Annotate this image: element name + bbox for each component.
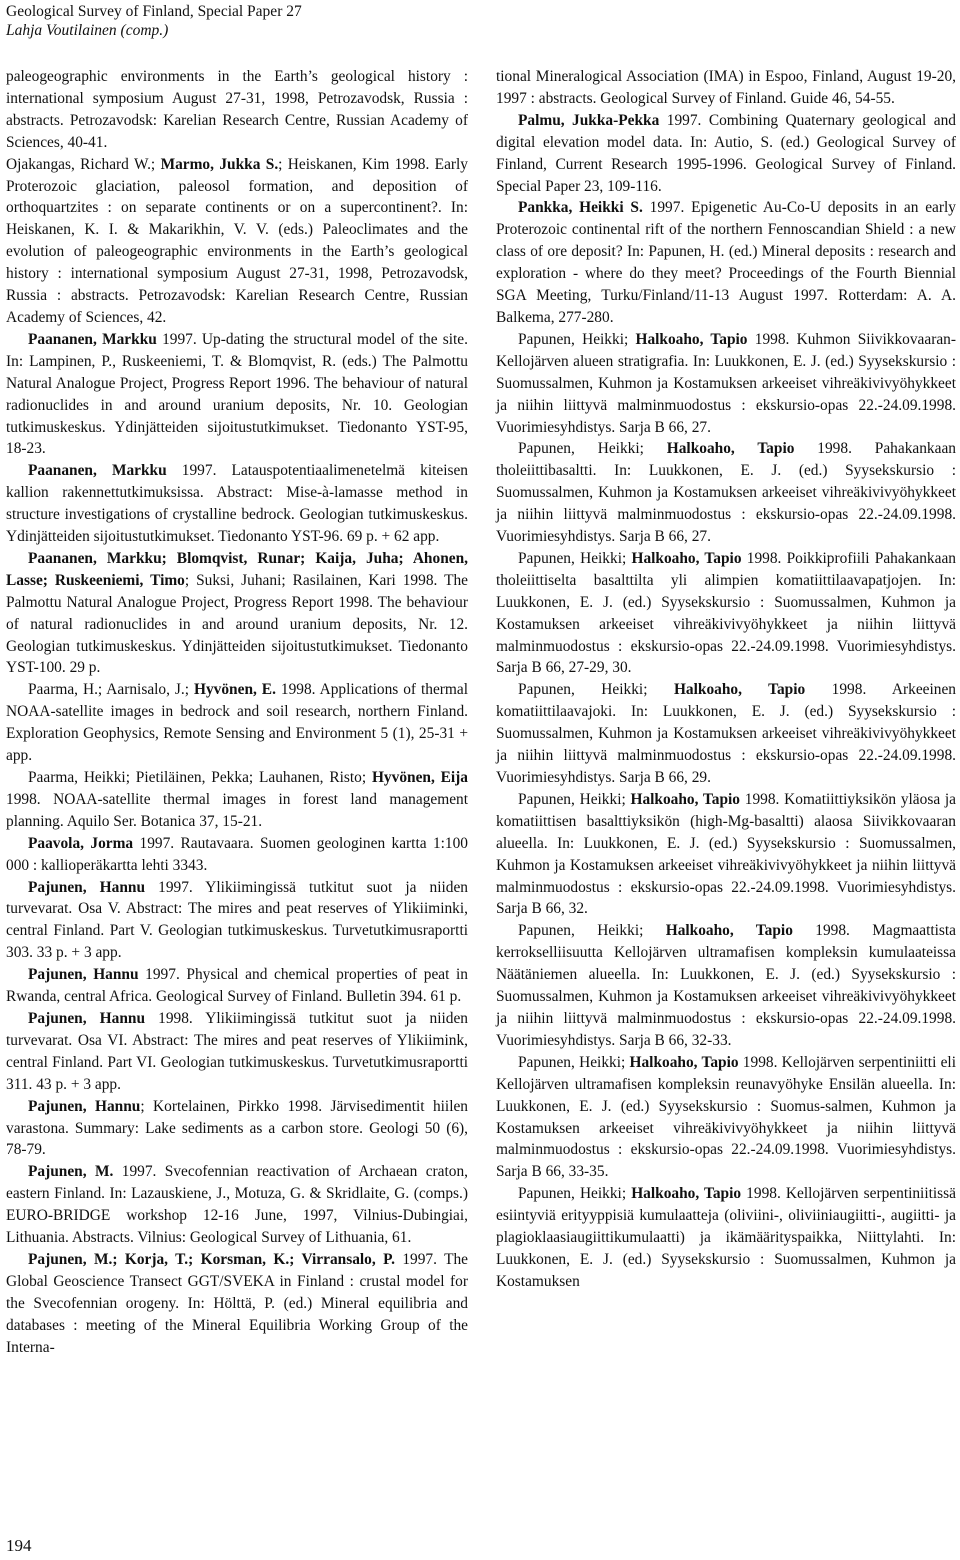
reference-body: 1998. Komatiittiyksikön yläosa ja komatiittisen basalttiyksikön (high-Mg-basaltti) alaosa Siivikkovaaran alueella. In: Luukkonen, E. J. (ed.) Syysekskursio : Suomussalmen, Kuhmon ja Kostamuksen arkeeiset vihreäkivivyöhykkeet ja niihin liittyvä malminmuodostus : ekskursio-opas 22.-24.09.1998. Vuorimiesyhdistys. Sarja B 66, 32. [496,790,956,918]
reference-coauthors: Papunen, Heikki; [518,440,667,458]
reference-body: 1997. Epigenetic Au-Co-U deposits in an early Proterozoic continental rift of the northern Fennoscandian Shield : a new class of ore deposit? In: Papunen, H. (ed.) Mineral deposits : research and exploration - where do they meet? Proceedings of the Fourth Biennial SGA Meeting, Turku/Finland/11-13 August 1997. Rotterdam: A. A. Balkema, 277-280. [496,199,956,326]
reference-author-bold: Halkoaho, Tapio [630,790,741,808]
reference-author-bold: Pajunen, Hannu [28,1009,146,1027]
reference-coauthors: Paarma, H.; Aarnisalo, J.; [28,681,194,699]
reference-entry [496,1183,956,1293]
reference-entry [6,964,468,1008]
reference-body: ; Heiskanen, Kim 1998. Early Proterozoic glaciation, paleosol formation, and deposition of orthoquartzites : on separate continents or on a supercontinent?. In: Heiskanen, K. I. & Makarikhin, V. V. (eds.) Paleoclimates and the evolution of paleogeographic environments in the Earth’s geological history : international symposium August 27-31, 1998, Petrozavodsk, Russia : abstracts. Petrozavodsk: Karelian Research Centre, Russian Academy of Sciences, 42. [6,155,468,326]
reference-body: 1997. Ylikiimingissä tutkitut suot ja niiden turvevarat. Osa V. Abstract: The mires and peat reserves of Ylikiiminki, central Finland. Part V. Geologian tutkimuskeskus. Turvetutkimusraportti 303. 33 p. + 3 app. [6,878,468,962]
reference-coauthors: Papunen, Heikki; [518,922,666,940]
reference-entry [6,1008,468,1096]
reference-body: 1998. Kellojärven serpentiniitti eli Kellojärven ultramafisen kompleksin reunavyöhyke Ensilän alueella. In: Luukkonen, E. J. (ed.) Syysekskursio : Suomus-salmen, Kuhmon ja Kostamuksen arkeeiset vihreäkivivyöhykkeet ja niihin liittyvä malminmuodostus : ekskursio-opas 22.-24.09.1998. Vuorimiesyhdistys. Sarja B 66, 33-35. [496,1053,956,1181]
reference-body: 1998. NOAA-satellite thermal images in forest land management planning. Aquilo Ser. Botanica 37, 15-21. [6,790,468,830]
reference-entry [496,197,956,328]
reference-author-bold: Halkoaho, Tapio [635,330,748,348]
reference-coauthors: Papunen, Heikki; [518,790,631,808]
reference-author-bold: Paananen, Markku; Blomqvist, Runar; Kaija, Juha; Ahonen, Lasse; Ruskeeniemi, Timo [6,549,468,589]
reference-body: 1997. Rautavaara. Suomen geologinen kartta 1:100 000 : kallioperäkartta lehti 3343. [6,834,469,874]
reference-author-bold: Paananen, Markku [28,462,167,480]
reference-author-bold: Halkoaho, Tapio [631,1185,742,1203]
right-column [496,66,956,1293]
reference-author-bold: Pajunen, Hannu [28,1097,141,1115]
reference-entry [496,920,956,1051]
reference-body: 1997. Svecofennian reactivation of Archaean craton, eastern Finland. In: Lazauskiene, J., Motuza, G. & Skridlaite, G. (comps.) EURO-BRIDGE workshop 12-16 June, 1997, Vilnius-Dubingiai, Lithuania. Abstracts. Vilnius: Geological Survey of Lithuania, 61. [6,1163,468,1247]
reference-entry [6,460,468,548]
reference-entry [6,833,468,877]
reference-body: 1998. Arkeeinen komatiittilaavajoki. In: Luukkonen, E. J. (ed.) Syysekskursio : Suomussalmen, Kuhmon ja Kostamuksen arkeeiset vihreäkivivyöhykkeet ja niihin liittyvä malminmuodostus : ekskursio-opas 22.-24.09.1998. Vuorimiesyhdistys. Sarja B 66, 29. [496,681,956,786]
reference-author-bold: Hyvönen, Eija [371,769,468,786]
reference-entry [496,548,956,679]
reference-author-bold: Marmo, Jukka S. [160,155,279,173]
reference-body: ; Suksi, Juhani; Rasilainen, Kari 1998. The Palmottu Natural Analogue Project, Progress Report 1998. The behaviour of natural radionuclides in and around uranium deposits, Nr. 12. Geologian tutkimuskeskus. Ydinjätteiden sijoitustutkimukset. Tiedonanto YST-100. 29 p. [6,571,468,677]
reference-body: 1998. Applications of thermal NOAA-satellite images in bedrock and soil research, northern Finland. Exploration Geophysics, Remote Sensing and Environment 5 (1), 25-31 + app. [6,681,468,765]
reference-author-bold: Halkoaho, Tapio [631,549,742,567]
reference-coauthors: Papunen, Heikki; [518,681,674,699]
reference-author-bold: Pajunen, M.; Korja, T.; Korsman, K.; Virransalo, P. [28,1250,395,1268]
reference-author-bold: Paananen, Markku [28,330,157,348]
reference-body: 1997. The Global Geoscience Transect GGT/SVEKA in Finland : crustal model for the Svecofennian orogeny. In: Hölttä, P. (ed.) Mineral equilibria and databases : meeting of the Mineral Equilibria Working Group of the Interna- [6,1250,468,1356]
editor-line: Lahja Voutilainen (comp.) [6,22,169,39]
reference-body: 1998. Pahakankaan tholeiittibasaltti. In: Luukkonen, E. J. (ed.) Syysekskursio : Suomussalmen, Kuhmon ja Kostamuksen arkeeiset vihreäkivivyöhykkeet ja niihin liittyvä malminmuodostus : ekskursio-opas 22.-24.09.1998. Vuorimiesyhdistys. Sarja B 66, 27. [496,440,956,546]
reference-author-bold: Halkoaho, Tapio [666,440,795,458]
reference-entry [6,1096,468,1162]
reference-author-bold: Hyvönen, E. [194,681,276,699]
reference-author-bold: Paavola, Jorma [28,834,134,852]
reference-entry [6,548,468,679]
reference-entry [6,767,468,833]
series-title: Geological Survey of Finland, Special Paper 27 [6,3,302,20]
reference-entry [6,1161,468,1249]
reference-coauthors: Ojakangas, Richard W.; [6,155,161,173]
reference-entry: tional Mineralogical Association (IMA) in Espoo, Finland, August 19-20, 1997 : abstracts. Geological Survey of Finland. Guide 46, 54-55. [496,68,956,107]
reference-entry [6,877,468,965]
reference-coauthors: Papunen, Heikki; [518,1053,630,1071]
reference-body: 1998. Poikkiprofiili Pahakankaan tholeiittiselta basalttilta yli alimpien komatiittilaavapatjojen. In: Luukkonen, E. J. (ed.) Syysekskursio : Suomussalmen, Kuhmon ja Kostamuksen arkeeiset vihreäkivivyöhykkeet ja niihin liittyvä malminmuodostus : ekskursio-opas 22.-24.09.1998. Vuorimiesyhdistys. Sarja B 66, 27-29, 30. [496,549,956,677]
reference-coauthors: Paarma, Heikki; Pietiläinen, Pekka; Lauhanen, Risto; [28,769,372,786]
reference-entry: paleogeographic environments in the Earth’s geological history : international symposium August 27-31, 1998, Petrozavodsk, Russia : abstracts. Petrozavodsk: Karelian Research Centre, Russian Academy of Sciences, 40-41. [6,68,468,151]
reference-entry [6,1249,468,1359]
running-header [6,2,302,40]
reference-author-bold: Pajunen, Hannu [28,966,139,984]
reference-body: 1998. Kuhmon Siivikkovaaran-Kellojärven alueen stratigrafia. In: Luukkonen, E. J. (ed.) Syysekskursio : Suomussalmen, Kuhmon ja Kostamuksen arkeeiset vihreäkivivyöhykkeet ja niihin liittyvä malminmuodostus : ekskursio-opas 22.-24.09.1998. Vuorimiesyhdistys. Sarja B 66, 27. [496,330,956,436]
page-number: 194 [6,1536,32,1555]
reference-entry [496,110,956,198]
reference-author-bold: Palmu, Jukka-Pekka [518,111,660,129]
reference-author-bold: Pajunen, Hannu [28,878,146,896]
reference-entry [6,154,468,329]
reference-body: ; Kortelainen, Pirkko 1998. Järvisedimentit hiilen varastona. Summary: Lake sediments as a carbon store. Geologi 50 (6), 78-79. [6,1097,468,1159]
reference-entry [6,679,468,767]
reference-author-bold: Halkoaho, Tapio [673,681,806,699]
reference-coauthors: Papunen, Heikki; [518,549,632,567]
reference-entry [496,329,956,439]
reference-coauthors: Papunen, Heikki; [518,330,636,348]
reference-entry [496,438,956,548]
reference-body: 1997. Up-dating the structural model of the site. In: Lampinen, P., Ruskeeniemi, T. & Blomqvist, R. (eds.) The Palmottu Natural Analogue Project, Progress Report 1996. The behaviour of natural radionuclides in and around uranium deposits, Nr. 10. Geologian tutkimuskeskus. Ydinjätteiden sijoitustutkimukset. Tiedonanto YST-95, 18-23. [6,330,468,458]
reference-author-bold: Pankka, Heikki S. [518,199,643,217]
left-column [6,66,468,1358]
reference-entry [496,679,956,789]
reference-coauthors: Papunen, Heikki; [518,1185,632,1203]
reference-entry [6,329,468,460]
reference-body: 1998. Ylikiimingissä tutkitut suot ja niiden turvevarat. Osa VI. Abstract: The mires and peat reserves of Ylikiimink, central Finland. Part VI. Geologian tutkimuskeskus. Turvetutkimusraportti 311. 43 p. + 3 app. [6,1009,468,1093]
reference-body: 1998. Kellojärven serpentiniitissä esiintyviä erityyppisiä kumulaatteja (oliviini-, oliviiniaugiitti-, augiitti- ja plagioklaasiaugiittikumulaatti) ja ikämäärityspaikka, Niittylahti. In: Luukkonen, E. J. (ed.) Syysekskursio : Suomussalmen, Kuhmon ja Kostamuksen [496,1185,956,1290]
reference-body: 1998. Magmaattista kerrokselliisuutta Kellojärven ultramafisen kompleksin kumulaateissa Näätäniemen alueella. In: Luukkonen, E. J. (ed.) Syysekskursio : Suomussalmen, Kuhmon ja Kostamuksen arkeeiset vihreäkivivyöhykkeet ja niihin liittyvä malminmuodostus : ekskursio-opas 22.-24.09.1998. Vuorimiesyhdistys. Sarja B 66, 32-33. [496,922,956,1049]
reference-author-bold: Pajunen, M. [28,1163,114,1181]
reference-body: 1997. Combining Quaternary geological and digital elevation model data. In: Autio, S. (ed.) Geological Survey of Finland, Current Research 1995-1996. Geological Survey of Finland. Special Paper 23, 109-116. [496,111,956,195]
reference-author-bold: Halkoaho, Tapio [665,922,793,940]
reference-body: 1997. Latauspotentiaalimenetelmä kiteisen kallion rakennettutkimuksissa. Abstract: Mise-à-lamasse method in structure investigations of crystalline bedrock. Geologian tutkimuskeskus. Ydinjätteiden sijoitustutkimukset. Tiedonanto YST-96. 69 p. + 62 app. [6,462,468,546]
reference-author-bold: Halkoaho, Tapio [629,1053,739,1071]
reference-entry [496,789,956,920]
reference-body: 1997. Physical and chemical properties of peat in Rwanda, central Africa. Geological Survey of Finland. Bulletin 394. 61 p. [6,966,468,1006]
reference-entry [496,1052,956,1183]
